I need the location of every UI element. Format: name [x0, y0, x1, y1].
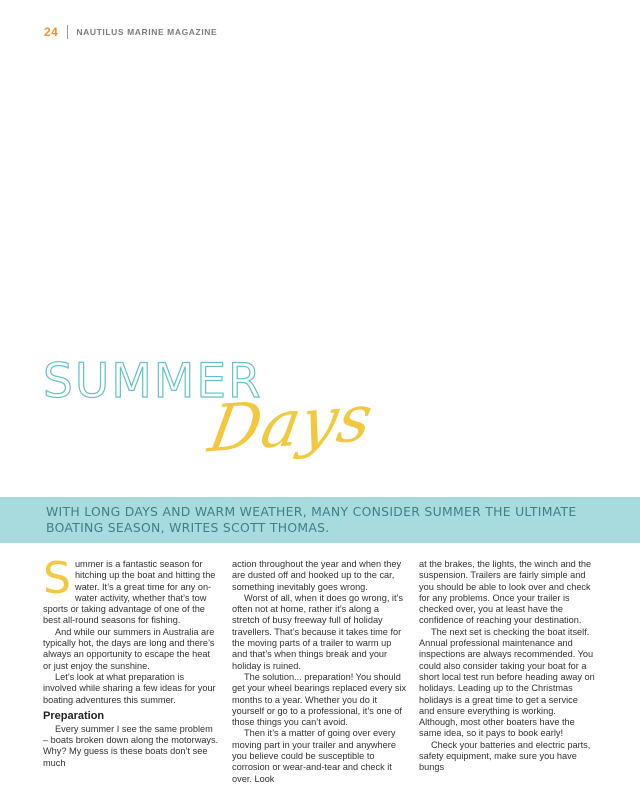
paragraph: And while our summers in Australia are typically hot, the days are long and there’s always an opportunity to escape the heat or just enjoy the sunshine.	[43, 626, 215, 671]
page-number: 24	[44, 25, 59, 39]
page-header	[44, 22, 217, 42]
paragraph: The next set is checking the boat itself. Annual professional maintenance and inspections are always recommended. You could also consider taking your boat for a short local test run before heading away on holidays. Leading up to the Christmas holidays is a great time to get a service and ensure everything is working. Although, most other boaters have the same idea, so it pays to book early!	[419, 626, 595, 739]
paragraph: Check your batteries and electric parts, safety equipment, make sure you have bungs	[419, 739, 591, 773]
header-divider	[67, 25, 68, 39]
article-column-3	[419, 559, 595, 774]
article-column-2	[232, 559, 408, 785]
standfirst-text: WITH LONG DAYS AND WARM WEATHER, MANY CONSIDER SUMMER THE ULTIMATE BOATING SEASON, WRITES SCOTT THOMAS.	[46, 504, 577, 535]
paragraph: Worst of all, when it does go wrong, it’s often not at home, rather it’s along a stretch of busy freeway full of holiday travellers. That’s because it takes time for the moving parts of a trailer to warm up and that’s when things break and your holiday is ruined.	[232, 592, 403, 671]
paragraph: action throughout the year and when they are dusted off and hooked up to the car, something inevitably goes wrong.	[232, 559, 402, 592]
subheading-preparation: Preparation	[43, 709, 105, 722]
paragraph: Let’s look at what preparation is involved while sharing a few ideas for your boating adventures this summer.	[43, 671, 216, 705]
paragraph: Then it’s a matter of going over every moving part in your trailer and anywhere you believe could be susceptible to corrosion or wear-and-tear and check it over. Look	[232, 728, 396, 784]
magazine-name: NAUTILUS MARINE MAGAZINE	[76, 27, 218, 37]
paragraph: The solution... preparation! You should get your wheel bearings replaced every six months to a year. Whether you do it yourself or go to a professional, it’s one of those things you can’t avoid.	[232, 671, 407, 728]
title-days: Days	[203, 381, 379, 468]
article-column-1	[43, 553, 219, 769]
paragraph: ummer is a fantastic season for hitching up the boat and hitting the water. It’s a great time for any on-water activity, whether that’s tow sports or taking advantage of one of the best all-round seasons for fishing.	[43, 559, 216, 626]
drop-cap: S	[43, 553, 71, 604]
title-summer: SUMMER	[43, 354, 263, 409]
paragraph: at the brakes, the lights, the winch and the suspension. Trailers are fairly simple and you should be able to look over and check for any problems. Once your trailer is checked over, you at least have the confidence of reaching your destination.	[419, 559, 592, 626]
paragraph: Every summer I see the same problem – boats broken down along the motorways. Why? My guess is these boats don’t see much	[43, 723, 219, 768]
